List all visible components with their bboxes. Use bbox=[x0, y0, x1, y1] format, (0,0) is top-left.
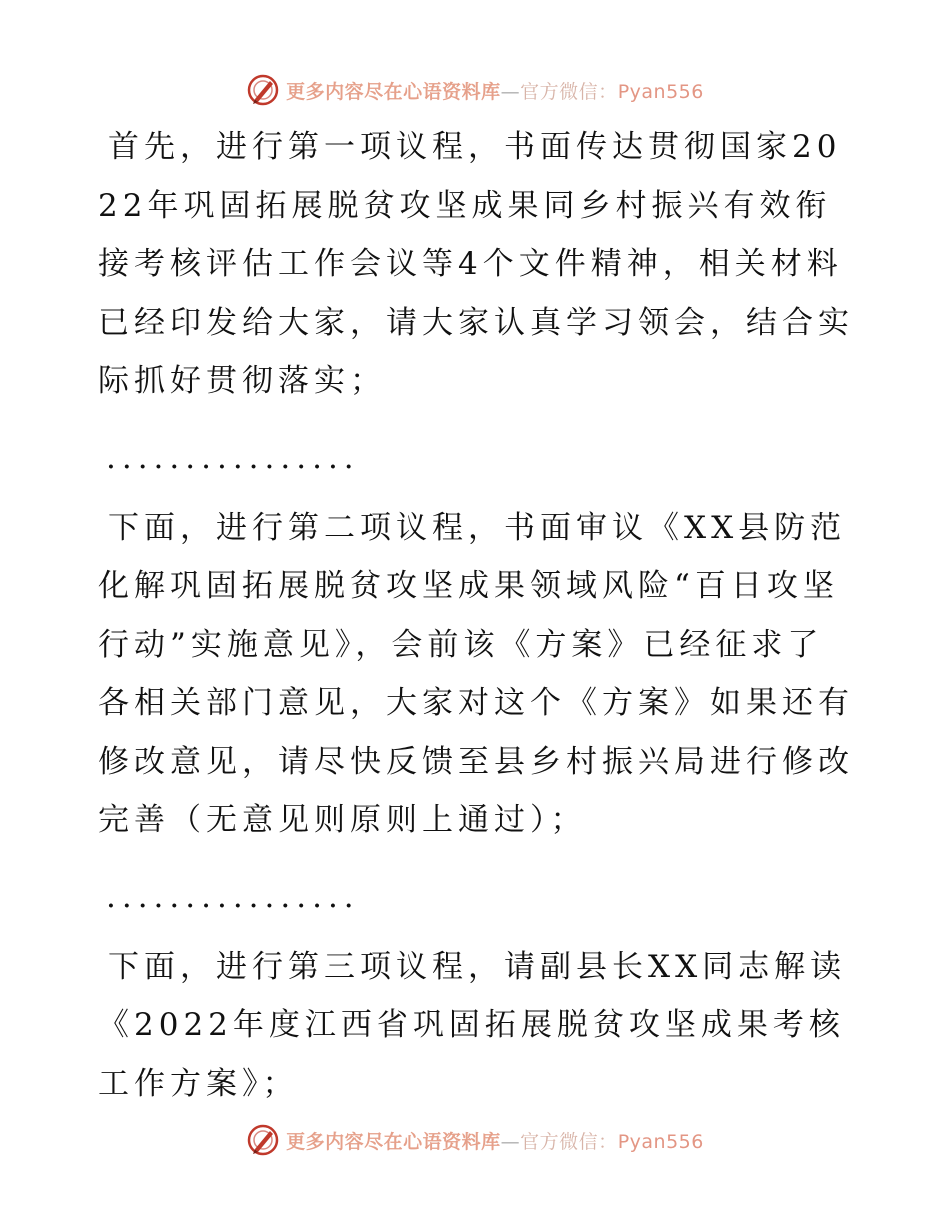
header-watermark bbox=[0, 70, 950, 110]
watermark-text bbox=[286, 1127, 704, 1154]
watermark-text bbox=[286, 77, 704, 104]
paragraph-agenda-1: 首先，进行第一项议程，书面传达贯彻国家2022年巩固拓展脱贫攻坚成果同乡村振兴有效衔接考核评估工作会议等4个文件精神，相关材料已经印发给大家，请大家认真学习领会，结合实际抓好贯彻落实； bbox=[98, 129, 854, 399]
pen-logo-icon bbox=[246, 73, 280, 107]
watermark-wechat-label: 官方微信： bbox=[520, 80, 618, 103]
watermark-site-name: 更多内容尽在心语资料库 bbox=[286, 1130, 501, 1153]
ellipsis-divider: ................ bbox=[106, 439, 360, 476]
document-body bbox=[98, 118, 858, 1113]
paragraph-agenda-3: 下面，进行第三项议程，请副县长XX同志解读《2022年度江西省巩固拓展脱贫攻坚成果考核工作方案》； bbox=[98, 948, 847, 1102]
watermark-wechat-id: Pyan556 bbox=[617, 80, 704, 103]
ellipsis-divider: ................ bbox=[106, 878, 360, 915]
watermark-dash: — bbox=[500, 1130, 521, 1153]
watermark-wechat-label: 官方微信： bbox=[520, 1130, 618, 1153]
pen-logo-icon bbox=[246, 1123, 280, 1157]
watermark-site-name: 更多内容尽在心语资料库 bbox=[286, 80, 501, 103]
watermark-wechat-id: Pyan556 bbox=[617, 1130, 704, 1153]
watermark-dash: — bbox=[500, 80, 521, 103]
footer-watermark bbox=[0, 1120, 950, 1160]
paragraph-agenda-2: 下面，进行第二项议程，书面审议《XX县防范化解巩固拓展脱贫攻坚成果领域风险“百日攻坚行动”实施意见》，会前该《方案》已经征求了各相关部门意见，大家对这个《方案》如果还有修改意见，请尽快反馈至县乡村振兴局进行修改完善（无意见则原则上通过）； bbox=[98, 509, 854, 838]
